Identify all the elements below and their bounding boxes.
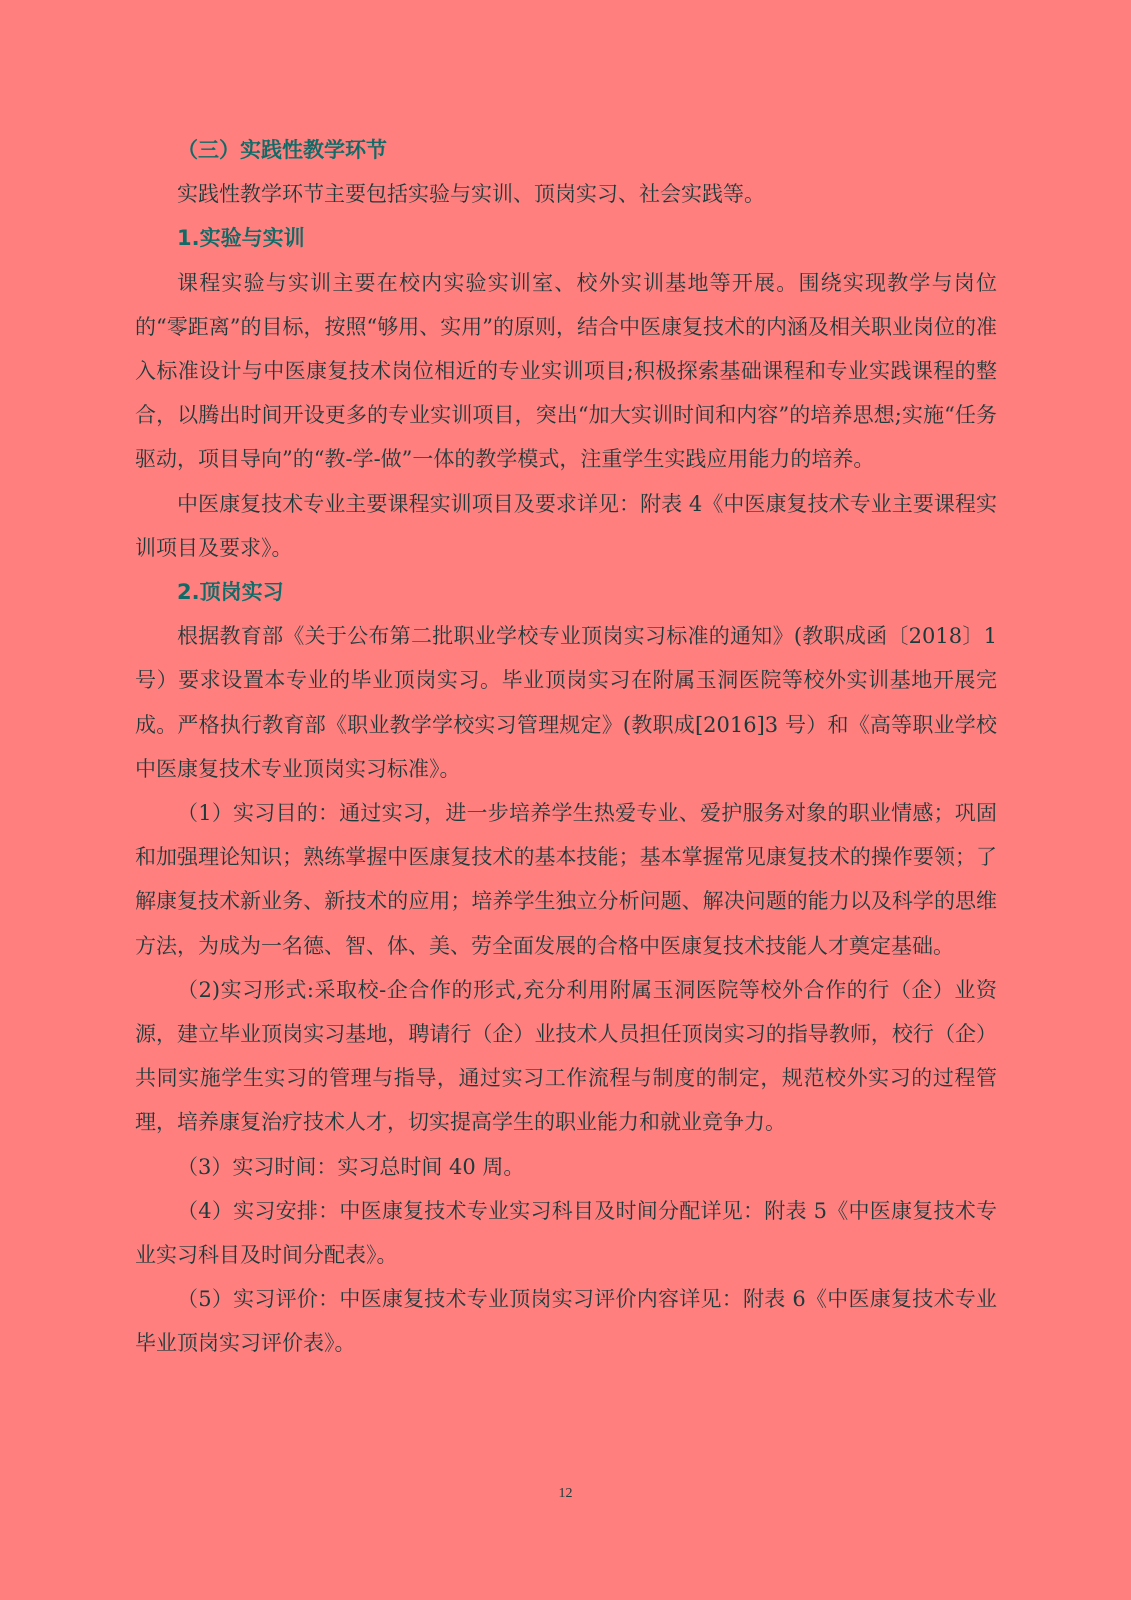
list-item-internship-purpose: （1）实习目的：通过实习，进一步培养学生热爱专业、爱护服务对象的职业情感；巩固和加强理论知识；熟练掌握中医康复技术的基本技能；基本掌握常见康复技术的操作要领；了解康复技术新业务、新技术的应用；培养学生独立分析问题、解决问题的能力以及科学的思维方法，为成为一名德、智、体、美、劳全面发展的合格中医康复技术技能人才奠定基础。 [135,801,997,958]
list-item-internship-form: （2)实习形式:采取校-企合作的形式,充分利用附属玉洞医院等校外合作的行（企）业资源，建立毕业顶岗实习基地，聘请行（企）业技术人员担任顶岗实习的指导教师，校行（企）共同实施学生实习的管理与指导，通过实习工作流程与制度的制定，规范校外实习的过程管理，培养康复治疗技术人才，切实提高学生的职业能力和就业竞争力。 [135,977,997,1135]
intro-paragraph: 实践性教学环节主要包括实验与实训、顶岗实习、社会实践等。 [177,182,765,207]
list-item-internship-duration: （3）实习时间：实习总时间 40 周。 [177,1154,525,1179]
page-number: 12 [558,1486,573,1501]
subsection-heading-internship: 2.顶岗实习 [177,580,284,605]
list-item-internship-arrangement: （4）实习安排：中医康复技术专业实习科目及时间分配详见：附表 5《中医康复技术专业实习科目及时间分配表》。 [135,1198,997,1268]
document-page [135,128,997,1366]
paragraph-training-appendix: 中医康复技术专业主要课程实训项目及要求详见：附表 4《中医康复技术专业主要课程实训项目及要求》。 [135,491,997,560]
paragraph-internship-basis: 根据教育部《关于公布第二批职业学校专业顶岗实习标准的通知》(教职成函〔2018〕1 号）要求设置本专业的毕业顶岗实习。毕业顶岗实习在附属玉洞医院等校外实训基地开展完成。严格执行教育部《职业教学学校实习管理规定》(教职成[2016]3 号）和《高等职业学校中医康复技术专业顶岗实习标准》。 [135,624,997,781]
subsection-heading-experiment-training: 1.实验与实训 [177,226,305,251]
list-item-internship-evaluation: （5）实习评价：中医康复技术专业顶岗实习评价内容详见：附表 6《中医康复技术专业毕业顶岗实习评价表》。 [135,1287,997,1356]
paragraph-experiment-training: 课程实验与实训主要在校内实验实训室、校外实训基地等开展。围绕实现教学与岗位的“零距离”的目标，按照“够用、实用”的原则，结合中医康复技术的内涵及相关职业岗位的准入标准设计与中医康复技术岗位相近的专业实训项目;积极探索基础课程和专业实践课程的整合，以腾出时间开设更多的专业实训项目，突出“加大实训时间和内容”的培养思想;实施“任务驱动，项目导向”的“教-学-做”一体的教学模式，注重学生实践应用能力的培养。 [135,270,997,472]
section-heading: （三）实践性教学环节 [177,138,387,162]
